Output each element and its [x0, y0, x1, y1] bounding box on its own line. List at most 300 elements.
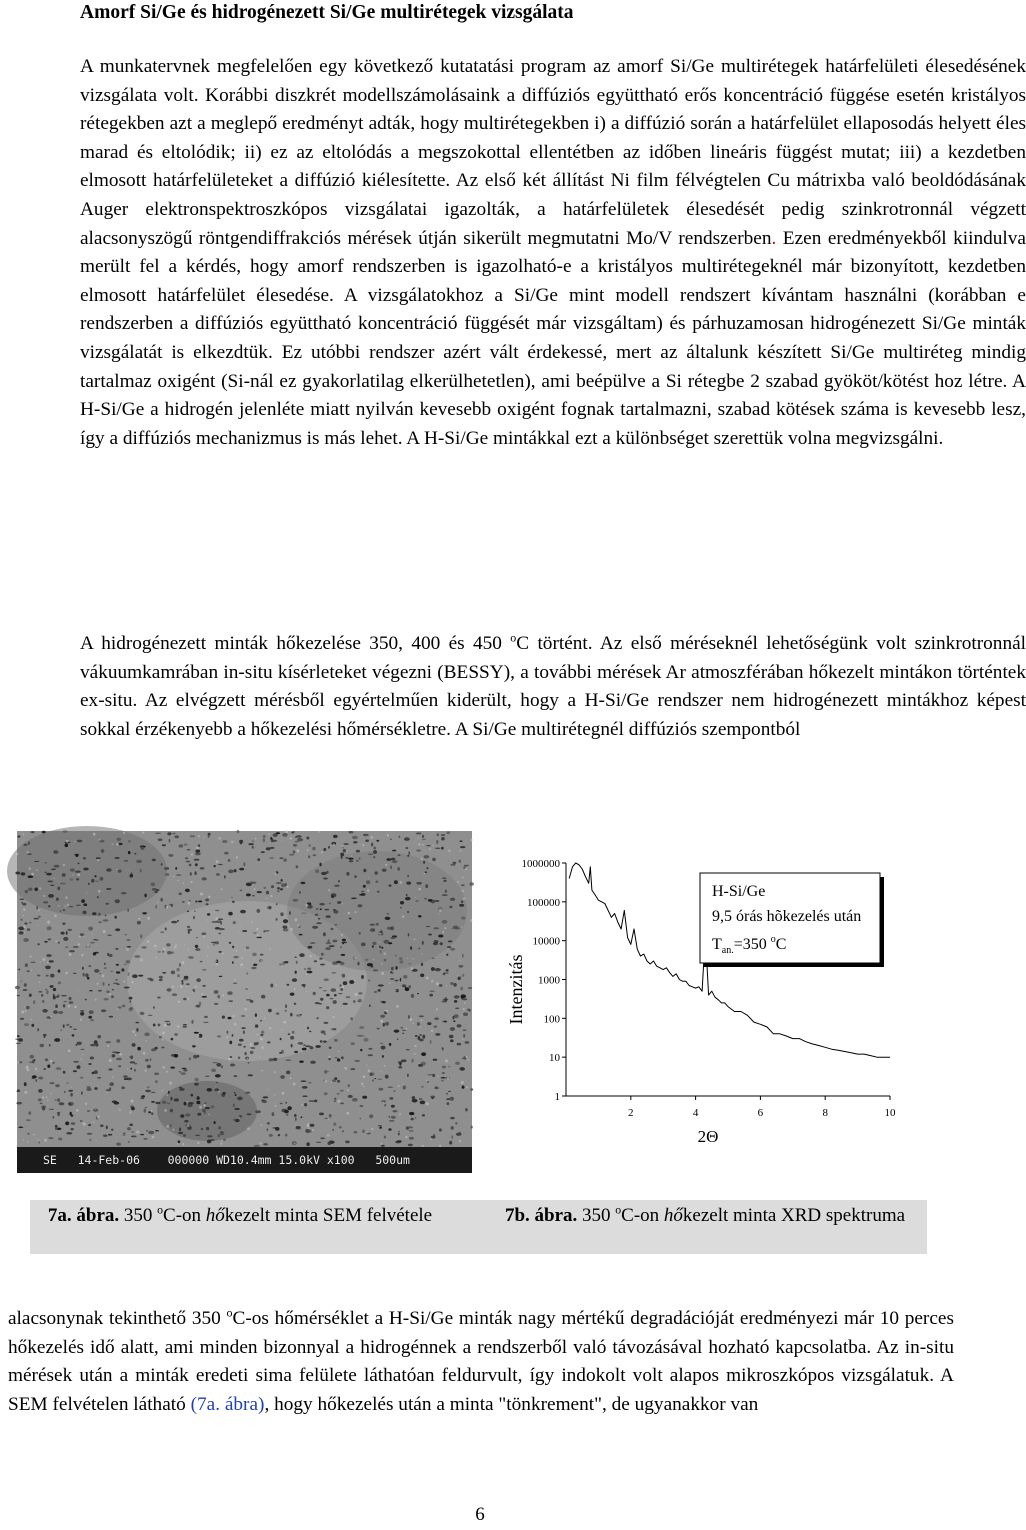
sem-speck: [92, 933, 93, 934]
sem-pit: [115, 979, 118, 980]
sem-speck: [86, 892, 87, 893]
sem-pit: [260, 1020, 262, 1022]
sem-speck: [215, 960, 217, 962]
sem-speck: [63, 864, 65, 866]
sem-speck: [260, 960, 262, 962]
sem-pit: [326, 1006, 329, 1009]
sem-pit: [391, 1105, 395, 1108]
sem-pit: [446, 831, 450, 834]
sem-speck: [24, 932, 25, 933]
sem-pit: [69, 950, 75, 952]
sem-pit: [184, 976, 189, 979]
sem-speck: [409, 1018, 412, 1021]
caption-7a-text-1: 350: [119, 1205, 158, 1226]
sem-pit: [166, 943, 170, 946]
sem-pit: [41, 994, 43, 997]
sem-pit: [181, 983, 183, 985]
sem-pit: [108, 1134, 112, 1136]
sem-pit: [187, 1104, 192, 1107]
sem-pit: [60, 883, 66, 885]
sem-pit: [19, 1061, 22, 1063]
sem-speck: [207, 946, 208, 947]
sem-speck: [31, 873, 34, 876]
sem-pit: [17, 1035, 20, 1037]
sem-speck: [187, 1124, 190, 1127]
sem-pit: [372, 1080, 374, 1082]
sem-pit: [95, 881, 99, 882]
sem-pit: [451, 1126, 454, 1130]
legend-temp-degree: o: [770, 934, 776, 945]
sem-pit: [294, 1003, 297, 1005]
sem-pit: [412, 1059, 414, 1063]
sem-pit: [174, 1033, 178, 1035]
sem-pit: [234, 1108, 240, 1110]
sem-speck: [371, 836, 374, 839]
sem-speck: [431, 980, 433, 982]
sem-pit: [215, 910, 219, 911]
sem-pit: [36, 906, 38, 910]
sem-pit: [234, 1092, 236, 1093]
sem-speck: [24, 1006, 25, 1007]
sem-pit: [58, 942, 60, 944]
sem-speck: [44, 1139, 47, 1142]
sem-pit: [60, 910, 62, 912]
sem-pit: [18, 1038, 23, 1042]
sem-pit: [135, 1022, 139, 1024]
sem-speck: [380, 1020, 383, 1023]
sem-speck: [266, 897, 267, 898]
sem-pit: [97, 896, 99, 898]
sem-pit: [412, 1096, 416, 1099]
y-axis-label: Intenzitás: [506, 954, 526, 1025]
sem-pit: [127, 1078, 132, 1081]
y-tick-label: 1: [554, 1091, 560, 1103]
sem-pit: [342, 1130, 344, 1132]
sem-pit: [346, 872, 349, 876]
sem-speck: [373, 959, 374, 960]
sem-pit: [136, 860, 142, 863]
sem-pit: [282, 833, 287, 837]
sem-pit: [267, 1041, 270, 1043]
sem-pit: [145, 1107, 148, 1108]
sem-pit: [215, 941, 219, 944]
sem-speck: [328, 1119, 329, 1120]
sem-pit: [23, 938, 29, 942]
sem-pit: [261, 1031, 264, 1034]
sem-speck: [33, 1134, 35, 1136]
sem-pit: [150, 979, 154, 981]
sem-speck: [222, 994, 224, 996]
sem-pit: [127, 909, 129, 912]
sem-speck: [117, 1008, 119, 1010]
sem-pit: [115, 928, 120, 931]
sem-pit: [198, 844, 200, 847]
sem-pit: [393, 937, 395, 939]
sem-pit: [184, 1120, 188, 1123]
sem-speck: [461, 1015, 462, 1016]
sem-speck: [27, 851, 29, 853]
sem-pit: [239, 868, 244, 871]
sem-pit: [361, 943, 366, 947]
sem-pit: [207, 1135, 212, 1137]
sem-pit: [131, 1131, 134, 1133]
sem-pit: [439, 1128, 442, 1131]
caption-7b-degree: o: [615, 1203, 622, 1217]
sem-speck: [333, 843, 336, 846]
sem-pit: [340, 988, 343, 991]
sem-pit: [104, 967, 107, 969]
sem-pit: [435, 848, 440, 850]
sem-pit: [55, 1004, 58, 1008]
sem-speck: [274, 872, 276, 874]
sem-pit: [109, 1016, 113, 1018]
sem-pit: [208, 833, 211, 836]
sem-pit: [40, 1103, 43, 1104]
sem-pit: [197, 1096, 200, 1100]
sem-pit: [260, 1034, 263, 1036]
sem-speck: [93, 833, 96, 836]
sem-speck: [36, 869, 38, 871]
paragraph-intro: [8, 53, 1026, 453]
sem-speck: [188, 998, 190, 1000]
sem-speck: [107, 1045, 109, 1047]
sem-speck: [270, 895, 272, 897]
sem-pit: [276, 882, 282, 884]
sem-speck: [207, 919, 208, 920]
sem-pit: [238, 1044, 242, 1046]
sem-pit: [240, 890, 243, 891]
sem-pit: [24, 1082, 27, 1086]
sem-pit: [295, 841, 299, 843]
sem-pit: [280, 1038, 282, 1041]
sem-pit: [170, 1067, 175, 1069]
sem-speck: [87, 945, 89, 947]
sem-pit: [337, 1080, 340, 1083]
sem-pit: [38, 1077, 43, 1080]
sem-pit: [148, 1015, 153, 1016]
sem-speck: [312, 1129, 314, 1131]
sem-pit: [37, 975, 40, 977]
sem-pit: [318, 918, 321, 920]
sem-pit: [239, 1039, 244, 1042]
figure-reference-link[interactable]: (7a. ábra): [190, 1393, 265, 1415]
sem-speck: [257, 934, 259, 936]
sem-pit: [379, 1127, 382, 1129]
sem-pit: [85, 999, 87, 1001]
sem-speck: [463, 1008, 465, 1010]
sem-pit: [194, 859, 200, 861]
sem-pit: [446, 969, 449, 971]
sem-pit: [310, 942, 316, 943]
sem-pit: [162, 1101, 167, 1104]
sem-pit: [285, 1102, 287, 1104]
sem-pit: [109, 1087, 111, 1089]
sem-speck: [231, 841, 233, 843]
sem-pit: [193, 1055, 197, 1059]
sem-pit: [196, 1005, 201, 1008]
sem-pit: [272, 1112, 275, 1116]
sem-pit: [358, 904, 363, 907]
sem-pit: [204, 1016, 208, 1018]
sem-pit: [380, 1015, 385, 1018]
sem-pit: [271, 885, 274, 888]
sem-pit: [421, 963, 423, 966]
sem-pit: [56, 1067, 62, 1070]
sem-pit: [309, 1100, 315, 1102]
caption-7b-text-1: 350: [577, 1205, 616, 1226]
sem-pit: [294, 1114, 297, 1117]
sem-pit: [71, 1122, 76, 1125]
sem-speck: [371, 1128, 373, 1130]
sem-pit: [182, 1068, 187, 1070]
sem-pit: [132, 1043, 136, 1047]
sem-pit: [310, 1061, 316, 1064]
sem-pit: [429, 994, 433, 997]
sem-pit: [178, 1132, 183, 1134]
sem-pit: [245, 1052, 247, 1055]
sem-pit: [362, 1096, 367, 1099]
sem-pit: [171, 1038, 174, 1041]
sem-pit: [50, 985, 54, 988]
sem-speck: [203, 936, 205, 938]
sem-pit: [99, 973, 101, 975]
sem-speck: [164, 1024, 167, 1027]
sem-pit: [319, 903, 325, 906]
sem-pit: [68, 1090, 73, 1092]
sem-pit: [352, 1098, 358, 1102]
sem-pit: [165, 873, 169, 876]
sem-pit: [273, 833, 278, 837]
sem-pit: [416, 850, 421, 852]
sem-pit: [402, 1033, 404, 1034]
sem-pit: [385, 1022, 389, 1026]
sem-pit: [450, 982, 453, 985]
sem-pit: [63, 937, 68, 941]
sem-pit: [237, 1097, 243, 1101]
sem-speck: [92, 1121, 95, 1124]
sem-pit: [195, 945, 198, 948]
sem-pit: [215, 1074, 221, 1077]
sem-pit: [324, 1033, 326, 1035]
sem-pit: [255, 1013, 257, 1017]
sem-speck: [132, 1030, 135, 1033]
sem-pit: [301, 1080, 307, 1082]
sem-pit: [53, 988, 56, 991]
sem-speck: [183, 883, 184, 884]
sem-pit: [171, 971, 175, 975]
sem-pit: [71, 1114, 74, 1117]
sem-speck: [163, 1067, 164, 1068]
sem-pit: [329, 1114, 332, 1117]
sem-pit: [65, 946, 69, 948]
sem-speck: [39, 981, 41, 983]
sem-speck: [255, 838, 257, 840]
sem-pit: [333, 1000, 337, 1004]
sem-pit: [459, 840, 462, 842]
sem-speck: [295, 918, 298, 921]
sem-pit: [204, 1102, 207, 1104]
sem-pit: [87, 1086, 91, 1087]
sem-pit: [296, 961, 298, 964]
sem-pit: [365, 840, 369, 842]
sem-pit: [276, 903, 278, 905]
sem-speck: [77, 873, 80, 876]
sem-pit: [216, 873, 220, 875]
sem-pit: [46, 975, 49, 977]
sem-pit: [427, 1074, 432, 1075]
sem-pit: [76, 878, 79, 881]
sem-pit: [459, 1067, 465, 1071]
sem-pit: [403, 975, 407, 979]
sem-pit: [389, 1116, 391, 1118]
sem-pit: [48, 881, 54, 883]
sem-pit: [263, 835, 266, 838]
sem-pit: [450, 898, 455, 901]
sem-pit: [263, 931, 265, 933]
sem-pit: [283, 926, 288, 929]
sem-pit: [116, 1058, 122, 1060]
sem-pit: [167, 1103, 171, 1104]
sem-pit: [109, 954, 113, 957]
sem-pit: [432, 858, 436, 862]
y-tick-label: 10000: [532, 935, 560, 948]
sem-pit: [431, 1136, 436, 1139]
sem-pit: [56, 898, 59, 901]
sem-pit: [286, 1114, 288, 1116]
sem-speck: [269, 948, 271, 950]
sem-pit: [450, 864, 456, 866]
sem-pit: [134, 1069, 136, 1072]
sem-pit: [152, 859, 156, 862]
sem-pit: [361, 891, 364, 893]
sem-pit: [185, 889, 190, 893]
sem-pit: [319, 1113, 324, 1116]
sem-pit: [216, 920, 222, 923]
sem-pit: [470, 1088, 473, 1090]
sem-pit: [46, 990, 48, 994]
sem-pit: [243, 1046, 245, 1048]
sem-pit: [97, 1077, 101, 1079]
sem-speck: [166, 1125, 169, 1128]
sem-pit: [238, 1057, 240, 1060]
sem-speck: [307, 1124, 310, 1127]
sem-pit: [228, 870, 233, 874]
sem-speck: [227, 1033, 228, 1034]
sem-pit: [186, 861, 190, 863]
sem-pit: [70, 878, 73, 880]
sem-speck: [82, 1123, 83, 1124]
sem-pit: [169, 839, 171, 843]
sem-pit: [195, 1135, 199, 1136]
sem-pit: [341, 942, 347, 944]
sem-pit: [88, 1063, 91, 1065]
sem-pit: [461, 917, 465, 920]
sem-speck: [156, 957, 158, 959]
sem-pit: [279, 857, 283, 859]
sem-pit: [104, 963, 106, 965]
sem-pit: [229, 942, 232, 944]
sem-pit: [275, 1127, 279, 1131]
sem-pit: [299, 953, 305, 957]
sem-pit: [21, 902, 23, 904]
sem-speck: [429, 848, 431, 850]
sem-speck: [172, 986, 174, 988]
sem-pit: [326, 915, 331, 918]
sem-pit: [108, 984, 110, 986]
sem-pit: [398, 855, 401, 856]
sem-pit: [64, 1091, 66, 1093]
sem-speck: [384, 953, 386, 955]
sem-pit: [405, 897, 411, 901]
sem-pit: [295, 1127, 301, 1130]
sem-pit: [350, 1068, 355, 1070]
sem-pit: [328, 846, 330, 849]
sem-pit: [155, 1080, 158, 1083]
sem-speck: [79, 935, 81, 937]
sem-pit: [112, 1101, 117, 1103]
sem-speck: [444, 927, 446, 929]
sem-pit: [88, 927, 93, 931]
sem-pit: [52, 1062, 55, 1064]
sem-pit: [463, 1013, 468, 1017]
sem-pit: [55, 1099, 57, 1100]
sem-speck: [465, 867, 468, 870]
sem-pit: [129, 1008, 133, 1012]
sem-pit: [295, 1117, 297, 1121]
sem-speck: [355, 993, 358, 996]
sem-speck: [140, 959, 143, 962]
sem-pit: [461, 884, 465, 886]
sem-pit: [459, 904, 464, 907]
sem-pit: [186, 983, 190, 985]
sem-pit: [45, 989, 48, 990]
sem-pit: [257, 891, 263, 893]
sem-pit: [446, 954, 448, 956]
sem-pit: [266, 891, 269, 895]
sem-pit: [45, 1058, 48, 1061]
sem-pit: [376, 923, 379, 926]
sem-pit: [90, 1044, 95, 1046]
sem-pit: [302, 1096, 307, 1097]
sem-pit: [73, 1061, 79, 1063]
sem-pit: [416, 882, 422, 885]
sem-pit: [391, 973, 395, 974]
sem-speck: [54, 914, 57, 917]
sem-pit: [227, 991, 232, 995]
caption-7b-text-3: kezelt minta XRD spektruma: [682, 1205, 906, 1226]
sem-pit: [420, 974, 424, 978]
sem-pit: [195, 900, 197, 902]
sem-pit: [218, 864, 223, 865]
sem-speck: [188, 949, 189, 950]
sem-pit: [442, 877, 446, 879]
sem-pit: [449, 1035, 454, 1038]
sem-speck: [31, 1019, 32, 1020]
sem-pit: [398, 1066, 402, 1069]
sem-speck: [26, 1066, 29, 1069]
sem-pit: [325, 947, 330, 950]
sem-speck: [221, 888, 223, 890]
sem-pit: [80, 1010, 84, 1011]
sem-speck: [64, 906, 66, 908]
sem-speck: [439, 913, 440, 914]
sem-pit: [77, 1042, 82, 1044]
sem-pit: [171, 952, 174, 954]
sem-speck: [43, 895, 45, 897]
sem-pit: [295, 836, 297, 837]
sem-pit: [121, 968, 124, 971]
sem-speck: [195, 986, 197, 988]
